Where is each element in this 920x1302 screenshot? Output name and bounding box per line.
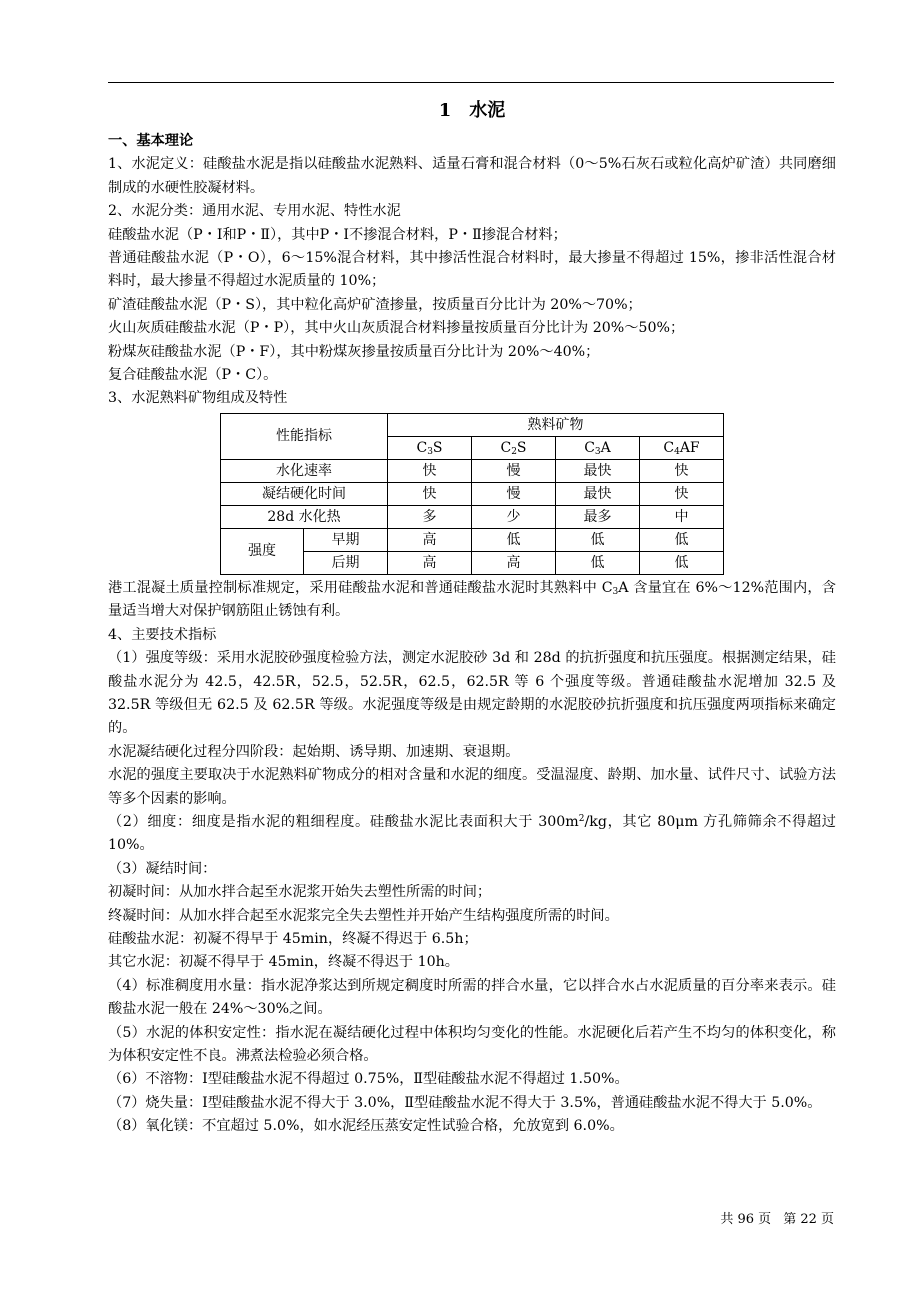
table-cell: 低 (640, 528, 724, 551)
page-footer (700, 1208, 834, 1227)
paragraph-classification: 2、水泥分类：通用水泥、专用水泥、特性水泥 (108, 203, 401, 220)
paragraph-po: 普通硅酸盐水泥（P・O），6～15%混合材料，其中掺活性混合材料时，最大掺量不得超过 15%，掺非活性混合材料时，最大掺量不得超过水泥质量的 10%； (108, 250, 836, 290)
mineral-c3s: $C_3S$ (388, 436, 472, 459)
paragraph-setting-time: （3）凝结时间： (108, 860, 217, 877)
paragraph-soundness: （5）水泥的体积安定性：指水泥在凝结硬化过程中体积均匀变化的性能。水泥硬化后若产生不均匀的体积变化，称为体积安定性不良。沸煮法检验必须合格。 (108, 1024, 836, 1064)
row-label: 水化速率 (221, 459, 388, 482)
row-label: 凝结硬化时间 (221, 482, 388, 505)
mineral-c3a: $C_3A$ (556, 436, 640, 459)
table-row (221, 482, 724, 505)
paragraph-magnesia: （8）氧化镁：不宜超过 5.0%，如水泥经压蒸安定性试验合格，允放宽到 6.0%。 (108, 1118, 624, 1135)
paragraph-strength-factors: 水泥的强度主要取决于水泥熟料矿物成分的相对含量和水泥的细度。受温湿度、龄期、加水量、试件尺寸、试验方法等多个因素的影响。 (108, 767, 836, 807)
paragraph-insoluble: （6）不溶物：Ⅰ型硅酸盐水泥不得超过 0.75%，Ⅱ型硅酸盐水泥不得超过 1.50%。 (108, 1071, 629, 1088)
mineral-c4af: $C_4AF$ (640, 436, 724, 459)
table-cell: 最快 (556, 459, 640, 482)
table-header-label: 性能指标 (221, 413, 388, 459)
table-cell: 快 (640, 459, 724, 482)
table-cell: 高 (388, 551, 472, 574)
paragraph-hardening-stages: 水泥凝结硬化过程分四阶段：起始期、诱导期、加速期、衰退期。 (108, 743, 520, 760)
table-cell: 少 (472, 505, 556, 528)
clinker-table (220, 413, 724, 575)
row-label: 28d 水化热 (221, 505, 388, 528)
paragraph-c3a-content: 港工混凝土质量控制标准规定，采用硅酸盐水泥和普通硅酸盐水泥时其熟料中 $C_3A$ 含量宜在 6%～12%范围内，含量适当增大对保护钢筋阻止锈蚀有利。 (108, 579, 836, 620)
table-cell: 快 (388, 482, 472, 505)
table-row (221, 459, 724, 482)
section-heading: 一、基本理论 (108, 133, 194, 149)
table-group-label: 熟料矿物 (388, 413, 724, 436)
table-row (221, 528, 724, 551)
row-label: 早期 (304, 528, 388, 551)
paragraph-tech-heading: 4、主要技术指标 (108, 626, 217, 643)
paragraph-pi: 硅酸盐水泥（P・Ⅰ和P・Ⅱ），其中P・Ⅰ不掺混合材料，P・Ⅱ掺混合材料； (108, 226, 567, 243)
paragraph-other-set: 其它水泥：初凝不得早于 45min，终凝不得迟于 10h。 (108, 954, 459, 971)
table-row (221, 505, 724, 528)
paragraph-strength-grade: （1）强度等级：采用水泥胶砂强度检验方法，测定水泥胶砂 3d 和 28d 的抗折强度和抗压强度。根据测定结果，硅酸盐水泥分为 42.5，42.5R，52.5，52.5R，62.5，62.5R 等 6 个强度等级。普通硅酸盐水泥增加 32.5 及 32.5R 等级但无 62.5 及 62.5R 等级。水泥强度等级是由规定龄期的水泥胶砂抗折强度和抗压强度两项指标来确定的。 (108, 650, 836, 737)
table-cell: 低 (556, 528, 640, 551)
title-number: 1 (438, 100, 452, 121)
paragraph-definition: 1、水泥定义：硅酸盐水泥是指以硅酸盐水泥熟料、适量石膏和混合材料（0～5%石灰石或粒化高炉矿渣）共同磨细制成的水硬性胶凝材料。 (108, 156, 836, 196)
paragraph-pc: 复合硅酸盐水泥（P・C）。 (108, 367, 278, 384)
table-cell: 最多 (556, 505, 640, 528)
paragraph-pf: 粉煤灰硅酸盐水泥（P・F），其中粉煤灰掺量按质量百分比计为 20%～40%； (108, 343, 600, 360)
strength-label: 强度 (221, 528, 304, 574)
page-content (108, 96, 836, 1139)
table-cell: 高 (388, 528, 472, 551)
paragraph-ps: 矿渣硅酸盐水泥（P・S），其中粒化高炉矿渣掺量，按质量百分比计为 20%～70%； (108, 296, 642, 313)
header-rule (108, 82, 834, 83)
table-cell: 慢 (472, 482, 556, 505)
table-cell: 快 (640, 482, 724, 505)
table-cell: 低 (640, 551, 724, 574)
table-cell: 最快 (556, 482, 640, 505)
title-text: 水泥 (469, 100, 506, 121)
table-cell: 低 (472, 528, 556, 551)
paragraph-pp: 火山灰质硅酸盐水泥（P・P），其中火山灰质混合材料掺量按质量百分比计为 20%～50%； (108, 320, 685, 337)
paragraph-clinker-heading: 3、水泥熟料矿物组成及特性 (108, 390, 288, 407)
paragraph-final-set: 终凝时间：从加水拌合起至水泥浆完全失去塑性并开始产生结构强度所需的时间。 (108, 907, 619, 924)
paragraph-fineness: （2）细度：细度是指水泥的粗细程度。硅酸盐水泥比表面积大于 $300m^2/kg$，其它 80μm 方孔筛筛余不得超过 10%。 (108, 813, 836, 854)
paragraph-initial-set: 初凝时间：从加水拌合起至水泥浆开始失去塑性所需的时间； (108, 884, 492, 901)
paragraph-water-demand: （4）标准稠度用水量：指水泥净浆达到所规定稠度时所需的拌合水量，它以拌合水占水泥质量的百分率来表示。硅酸盐水泥一般在 24%～30%之间。 (108, 977, 836, 1018)
clinker-table-wrap (220, 413, 836, 575)
table-cell: 快 (388, 459, 472, 482)
paragraph-portland-set: 硅酸盐水泥：初凝不得早于 45min，终凝不得迟于 6.5h； (108, 930, 478, 947)
page-title (108, 96, 836, 126)
footer-page-number: 第 22 页 (783, 1212, 834, 1227)
mineral-c2s: $C_2S$ (472, 436, 556, 459)
table-cell: 中 (640, 505, 724, 528)
table-cell: 慢 (472, 459, 556, 482)
row-label: 后期 (304, 551, 388, 574)
table-cell: 低 (556, 551, 640, 574)
table-cell: 多 (388, 505, 472, 528)
table-cell: 高 (472, 551, 556, 574)
paragraph-loss-on-ignition: （7）烧失量：Ⅰ型硅酸盐水泥不得大于 3.0%，Ⅱ型硅酸盐水泥不得大于 3.5%，普通硅酸盐水泥不得大于 5.0%。 (108, 1094, 822, 1111)
footer-total-pages: 共 96 页 (720, 1212, 772, 1227)
table-header-row (221, 413, 724, 436)
